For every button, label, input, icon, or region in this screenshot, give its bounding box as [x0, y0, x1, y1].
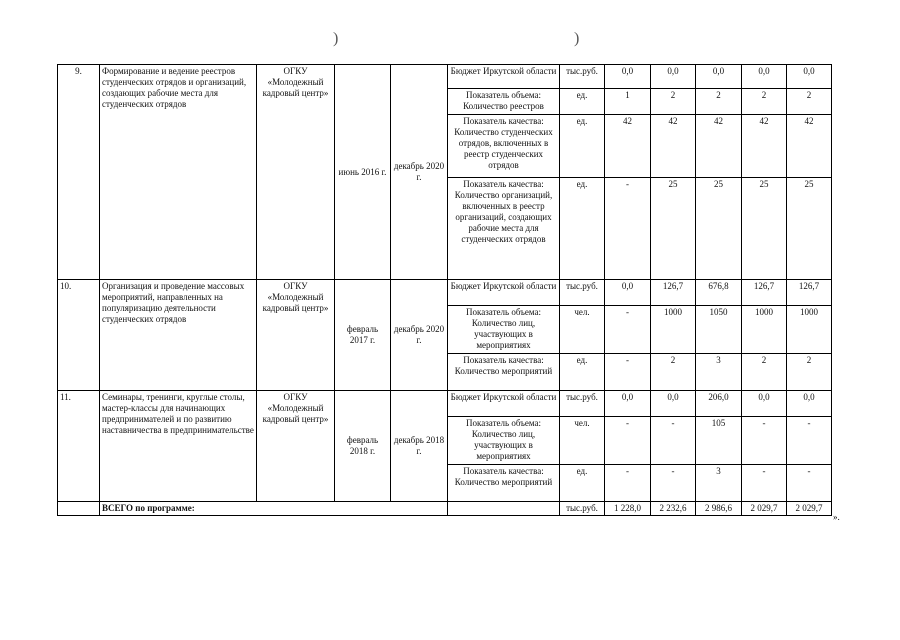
- value-cell: 1: [605, 89, 651, 115]
- indicator: Бюджет Иркутской области: [448, 391, 560, 417]
- value-cell: 0,0: [696, 65, 742, 89]
- value-cell: 1000: [651, 306, 696, 354]
- value-cell: 25: [651, 178, 696, 280]
- value-cell: -: [605, 306, 651, 354]
- value-cell: 0,0: [742, 65, 787, 89]
- indicator: Показатель качества: Количество мероприятий: [448, 354, 560, 391]
- header-mark-right: ): [574, 30, 580, 47]
- total-number: [58, 502, 100, 516]
- value-cell: 42: [787, 115, 832, 178]
- value-cell: 3: [696, 465, 742, 502]
- table-row: [58, 280, 832, 306]
- total-value: 2 029,7: [742, 502, 787, 516]
- value-cell: 126,7: [651, 280, 696, 306]
- program-table: [57, 64, 832, 516]
- value-cell: -: [651, 417, 696, 465]
- value-cell: 1000: [742, 306, 787, 354]
- unit: ед.: [560, 465, 605, 502]
- value-cell: 2: [787, 89, 832, 115]
- value-cell: 2: [787, 354, 832, 391]
- value-cell: 3: [696, 354, 742, 391]
- unit: чел.: [560, 417, 605, 465]
- value-cell: 25: [742, 178, 787, 280]
- executor: ОГКУ «Молодежный кадровый центр»: [257, 280, 335, 391]
- table-row: [58, 65, 832, 89]
- unit: тыс.руб.: [560, 280, 605, 306]
- value-cell: 2: [651, 354, 696, 391]
- total-value: 2 029,7: [787, 502, 832, 516]
- indicator: Показатель качества: Количество мероприятий: [448, 465, 560, 502]
- value-cell: 2: [696, 89, 742, 115]
- total-label: ВСЕГО по программе:: [100, 502, 448, 516]
- value-cell: -: [605, 465, 651, 502]
- value-cell: 0,0: [605, 391, 651, 417]
- value-cell: 0,0: [605, 280, 651, 306]
- unit: ед.: [560, 354, 605, 391]
- value-cell: 2: [742, 89, 787, 115]
- value-cell: 126,7: [787, 280, 832, 306]
- value-cell: 42: [696, 115, 742, 178]
- end-date: декабрь 2020 г.: [391, 280, 448, 391]
- row-number: 11.: [58, 391, 100, 502]
- value-cell: 42: [651, 115, 696, 178]
- row-number: 9.: [58, 65, 100, 280]
- total-empty: [448, 502, 560, 516]
- start-date: июнь 2016 г.: [335, 65, 391, 280]
- value-cell: -: [605, 417, 651, 465]
- value-cell: -: [742, 417, 787, 465]
- value-cell: 0,0: [605, 65, 651, 89]
- unit: чел.: [560, 306, 605, 354]
- value-cell: 0,0: [742, 391, 787, 417]
- executor: ОГКУ «Молодежный кадровый центр»: [257, 65, 335, 280]
- header-mark-left: ): [333, 30, 339, 47]
- activity-name: Формирование и ведение реестров студенческих отрядов и организаций, создающих рабочие места для студенческих отрядов: [100, 65, 257, 280]
- unit: ед.: [560, 115, 605, 178]
- value-cell: -: [605, 178, 651, 280]
- end-date: декабрь 2020 г.: [391, 65, 448, 280]
- value-cell: 25: [696, 178, 742, 280]
- indicator: Показатель качества: Количество студенческих отрядов, включенных в реестр студенческих отрядов: [448, 115, 560, 178]
- value-cell: 126,7: [742, 280, 787, 306]
- value-cell: 42: [605, 115, 651, 178]
- executor: ОГКУ «Молодежный кадровый центр»: [257, 391, 335, 502]
- value-cell: 1000: [787, 306, 832, 354]
- table-row: [58, 391, 832, 417]
- indicator: Показатель объема: Количество лиц, участвующих в мероприятиях: [448, 417, 560, 465]
- indicator: Показатель качества: Количество организаций, включенных в реестр организаций, создающих рабочие места для студенческих отрядов: [448, 178, 560, 280]
- value-cell: 676,8: [696, 280, 742, 306]
- total-row: [58, 502, 832, 516]
- unit: тыс.руб.: [560, 391, 605, 417]
- row-number: 10.: [58, 280, 100, 391]
- value-cell: 25: [787, 178, 832, 280]
- total-value: 1 228,0: [605, 502, 651, 516]
- closing-quote: ».: [833, 512, 840, 522]
- start-date: февраль 2018 г.: [335, 391, 391, 502]
- value-cell: 206,0: [696, 391, 742, 417]
- indicator: Бюджет Иркутской области: [448, 65, 560, 89]
- activity-name: Организация и проведение массовых мероприятий, направленных на популяризацию деятельности студенческих отрядов: [100, 280, 257, 391]
- end-date: декабрь 2018 г.: [391, 391, 448, 502]
- indicator: Бюджет Иркутской области: [448, 280, 560, 306]
- value-cell: -: [742, 465, 787, 502]
- unit: ед.: [560, 178, 605, 280]
- value-cell: 1050: [696, 306, 742, 354]
- unit: ед.: [560, 89, 605, 115]
- total-value: 2 232,6: [651, 502, 696, 516]
- start-date: февраль 2017 г.: [335, 280, 391, 391]
- value-cell: -: [605, 354, 651, 391]
- value-cell: -: [787, 465, 832, 502]
- total-value: 2 986,6: [696, 502, 742, 516]
- value-cell: 2: [742, 354, 787, 391]
- value-cell: 0,0: [787, 65, 832, 89]
- value-cell: -: [787, 417, 832, 465]
- value-cell: 0,0: [787, 391, 832, 417]
- indicator: Показатель объема: Количество лиц, участвующих в мероприятиях: [448, 306, 560, 354]
- value-cell: 2: [651, 89, 696, 115]
- total-unit: тыс.руб.: [560, 502, 605, 516]
- activity-name: Семинары, тренинги, круглые столы, мастер-классы для начинающих предпринимателей и по развитию наставничества в предпринимательстве: [100, 391, 257, 502]
- value-cell: 105: [696, 417, 742, 465]
- value-cell: 42: [742, 115, 787, 178]
- indicator: Показатель объема: Количество реестров: [448, 89, 560, 115]
- unit: тыс.руб.: [560, 65, 605, 89]
- value-cell: 0,0: [651, 391, 696, 417]
- value-cell: -: [651, 465, 696, 502]
- value-cell: 0,0: [651, 65, 696, 89]
